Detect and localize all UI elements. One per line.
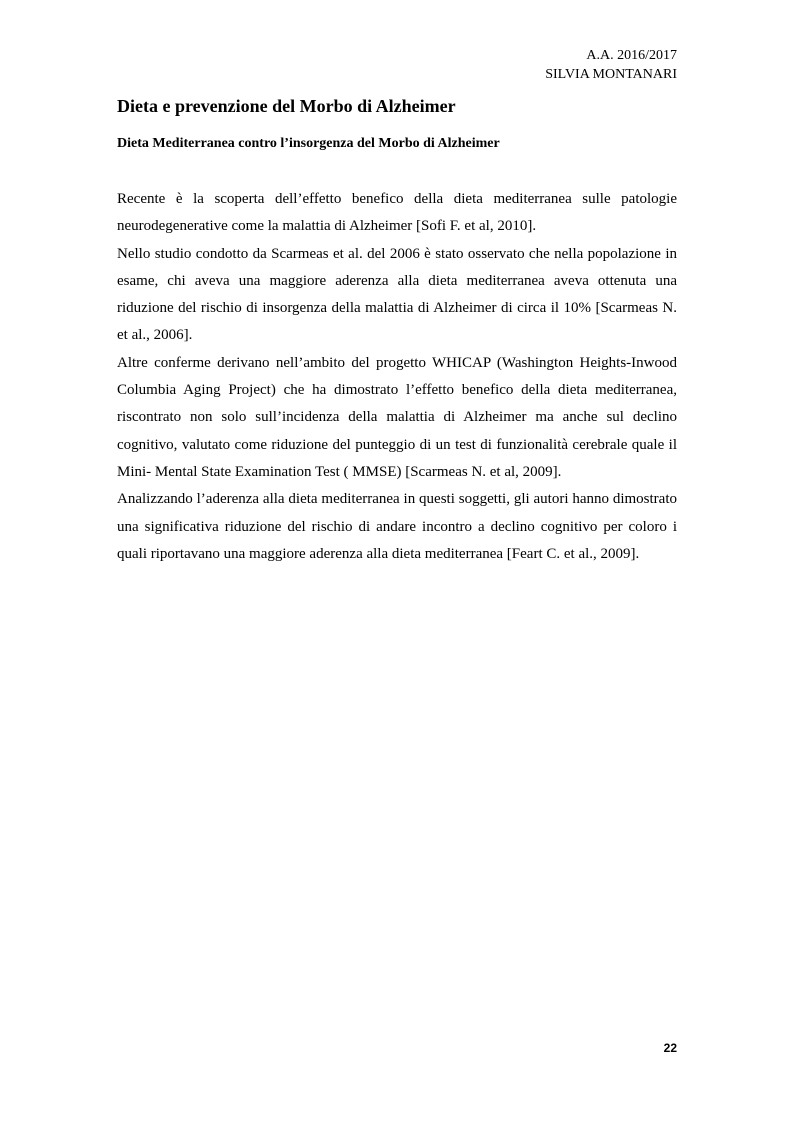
page-number: 22 bbox=[663, 1041, 677, 1055]
academic-year: A.A. 2016/2017 bbox=[586, 48, 677, 63]
paragraph-4: Analizzando l’aderenza alla dieta mediterranea in questi soggetti, gli autori hanno dimostrato una significativa riduzione del rischio di andare incontro a declino cognitivo per coloro i quali riportavano una maggiore aderenza alla dieta mediterranea [Feart C. et al., 2009]. bbox=[117, 491, 677, 562]
body-text bbox=[117, 186, 677, 568]
author-name: SILVIA MONTANARI bbox=[545, 67, 677, 82]
page-header bbox=[545, 46, 677, 84]
paragraph-2: Nello studio condotto da Scarmeas et al. del 2006 è stato osservato che nella popolazione in esame, chi aveva una maggiore aderenza alla dieta mediterranea aveva ottenuta una riduzione del rischio di insorgenza della malattia di Alzheimer di circa il 10% [Scarmeas N. et al., 2006]. bbox=[117, 245, 677, 344]
paragraph-1: Recente è la scoperta dell’effetto benefico della dieta mediterranea sulle patologie neurodegenerative come la malattia di Alzheimer [Sofi F. et al, 2010]. bbox=[117, 191, 677, 235]
page-title: Dieta e prevenzione del Morbo di Alzheimer bbox=[117, 96, 456, 116]
section-title: Dieta Mediterranea contro l’insorgenza del Morbo di Alzheimer bbox=[117, 136, 500, 151]
paragraph-3: Altre conferme derivano nell’ambito del progetto WHICAP (Washington Heights-Inwood Columbia Aging Project) che ha dimostrato l’effetto benefico della dieta mediterranea, riscontrato non solo sull’incidenza della malattia di Alzheimer ma anche sul declino cognitivo, valutato come riduzione del punteggio di un test di funzionalità cerebrale quale il Mini- Mental State Examination Test ( MMSE) [Scarmeas N. et al, 2009]. bbox=[117, 354, 677, 480]
